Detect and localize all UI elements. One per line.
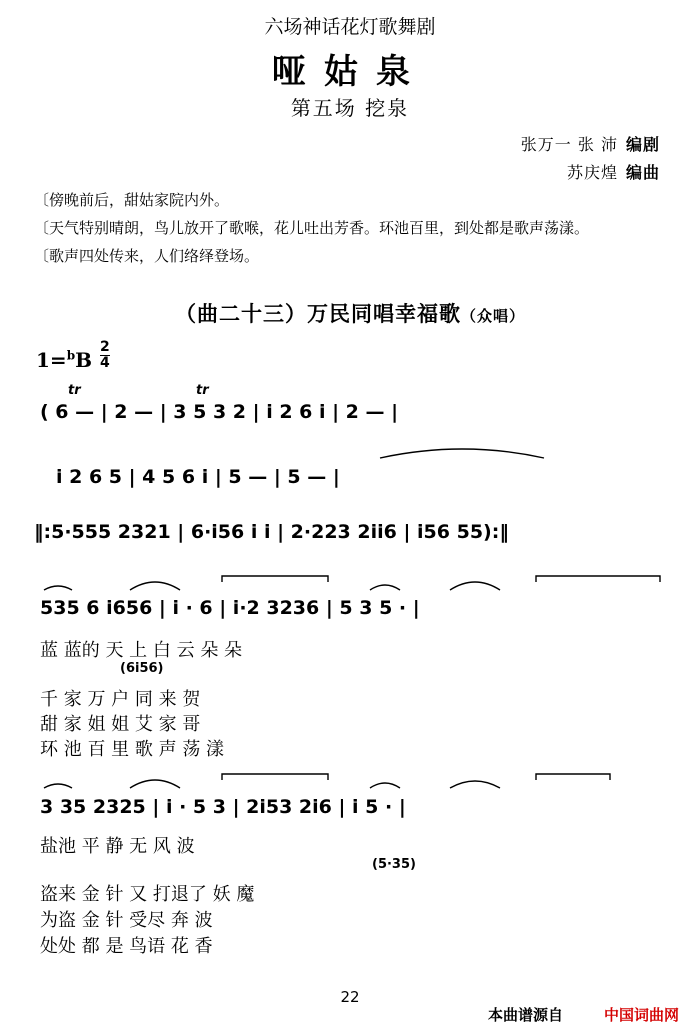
lyric-line-5: 盐池 平 静 无 风 波 (40, 836, 195, 857)
time-top: 2 (100, 339, 110, 355)
trill-mark-2: tr (196, 383, 209, 398)
lyric-line-1: 蓝 蓝的 天 上 白 云 朵 朵 (40, 640, 243, 661)
song-title-text: （曲二十三）万民同唱幸福歌 (174, 302, 461, 326)
grace-note-1: (6i56) (120, 661, 164, 676)
slur-verse-2c (222, 774, 328, 780)
stage-direction-1: 〔傍晚前后，甜姑家院内外。 (34, 191, 230, 209)
slur-verse-1c (222, 576, 328, 582)
slur-verse-2d (370, 783, 400, 788)
time-bottom: 4 (100, 355, 110, 371)
lyric-line-7: 为盗 金 针 受尽 奔 波 (40, 910, 213, 931)
slur-verse-1f (536, 576, 660, 582)
stage-direction-2: 〔天气特别晴朗，鸟儿放开了歌喉，花儿吐出芳香。环池百里，到处都是歌声荡漾。 (34, 219, 590, 237)
song-performer: （众唱） (460, 307, 525, 325)
scene-title: 第五场 挖泉 (290, 96, 410, 120)
lyric-line-6: 盗来 金 针 又 打退了 妖 魔 (40, 884, 255, 905)
lyric-line-3: 甜 家 姐 姐 艾 家 哥 (40, 714, 201, 735)
slur-verse-1a (44, 586, 72, 590)
credit-writers-role: 编剧 (625, 135, 660, 154)
score-row-verse-2: 3 35 2325 | i · 5 3 | 2i53 2i6 | i 5 · | (40, 796, 406, 818)
slur-verse-2b (130, 780, 180, 788)
slur-verse-2e (450, 781, 500, 788)
lyric-line-8: 处处 都 是 鸟语 花 香 (40, 936, 213, 957)
credit-writers-names: 张万一 张 沛 (520, 135, 618, 154)
slur-verse-2a (44, 784, 72, 788)
slur-verse-1b (130, 582, 180, 590)
opera-subtitle: 六场神话花灯歌舞剧 (264, 16, 436, 38)
slur-verse-2f (536, 774, 610, 780)
score-row-intro-1: ( 6 — | 2 — | 3 5 3 2 | i 2 6 i | 2 — | (40, 401, 399, 423)
slur-verse-1d (370, 585, 400, 590)
trill-mark-1: tr (68, 383, 81, 398)
score-row-intro-2: i 2 6 5 | 4 5 6 i | 5 — | 5 — | (56, 466, 340, 488)
score-row-intro-3: ‖:5·555 2321 | 6·i56 i i | 2·223 2ii6 | i56 55):‖ (34, 521, 509, 543)
slur-intro (380, 449, 544, 458)
score-row-verse-1: 535 6 i656 | i · 6 | i·2 3236 | 5 3 5 · | (40, 597, 420, 619)
page-title: 哑姑泉 (272, 52, 428, 92)
key-note: B (75, 348, 92, 372)
grace-note-2: (5·35) (372, 857, 416, 872)
slur-verse-1e (450, 582, 500, 590)
page-number: 22 (340, 988, 360, 1006)
key-flat: b (66, 348, 76, 363)
lyric-line-2: 千 家 万 户 同 来 贺 (40, 689, 201, 710)
footer-site-link[interactable]: 中国词曲网 (604, 1006, 680, 1024)
stage-direction-3: 〔歌声四处传来，人们络绎登场。 (34, 247, 260, 265)
credit-composer-names: 苏庆煌 (566, 163, 618, 182)
credit-composer-role: 编曲 (625, 163, 660, 182)
footer-source: 本曲谱源自 (488, 1006, 564, 1024)
lyric-line-4: 环 池 百 里 歌 声 荡 漾 (40, 739, 225, 760)
key-prefix: 1= (36, 348, 67, 372)
